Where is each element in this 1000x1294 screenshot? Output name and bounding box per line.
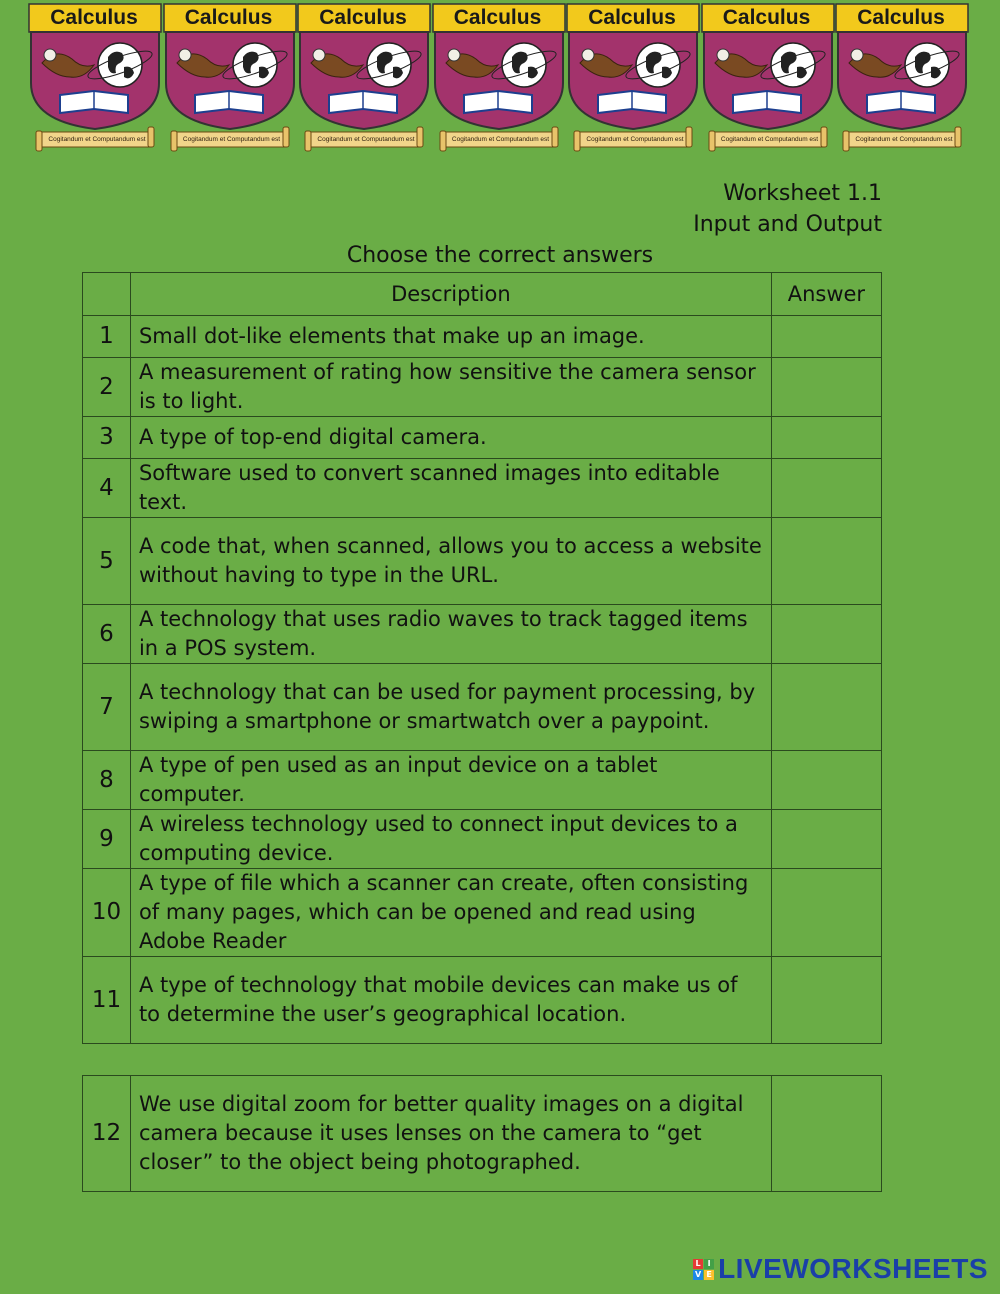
answer-cell[interactable] bbox=[771, 869, 881, 957]
question-description: A type of pen used as an input device on a tablet computer. bbox=[130, 751, 771, 810]
questions-table bbox=[82, 272, 882, 1044]
extra-question-table bbox=[82, 1075, 882, 1192]
liveworksheets-logo bbox=[693, 1254, 988, 1284]
question-number: 4 bbox=[83, 459, 131, 518]
table-row bbox=[83, 316, 882, 358]
question-description: A technology that uses radio waves to track tagged items in a POS system. bbox=[130, 605, 771, 664]
table-row bbox=[83, 751, 882, 810]
crest-emblem bbox=[432, 3, 566, 158]
question-number: 12 bbox=[83, 1076, 131, 1192]
question-description: A type of file which a scanner can create, often consisting of many pages, which can be opened and read using Adobe Reader bbox=[130, 869, 771, 957]
question-number: 8 bbox=[83, 751, 131, 810]
crest-title: Calculus bbox=[319, 6, 407, 29]
table-row bbox=[83, 810, 882, 869]
question-number: 6 bbox=[83, 605, 131, 664]
crest-emblem bbox=[163, 3, 297, 158]
brand-mark-letter: V bbox=[694, 1269, 702, 1279]
answer-cell[interactable] bbox=[771, 518, 881, 605]
table-row bbox=[83, 417, 882, 459]
question-number: 2 bbox=[83, 358, 131, 417]
question-number: 9 bbox=[83, 810, 131, 869]
question-description: A code that, when scanned, allows you to access a website without having to type in the URL. bbox=[130, 518, 771, 605]
answer-cell[interactable] bbox=[771, 316, 881, 358]
table-row bbox=[83, 459, 882, 518]
answer-cell[interactable] bbox=[771, 957, 881, 1044]
instruction-text: Choose the correct answers bbox=[346, 243, 654, 268]
answer-cell[interactable] bbox=[771, 810, 881, 869]
answer-cell[interactable] bbox=[771, 751, 881, 810]
column-header-description: Description bbox=[130, 273, 771, 316]
answer-cell[interactable] bbox=[771, 358, 881, 417]
worksheet-number: Worksheet 1.1 bbox=[723, 181, 882, 206]
crest-motto: Cogitandum et Computandum est bbox=[720, 136, 819, 143]
table-header-row bbox=[83, 273, 882, 316]
liveworksheets-mark-icon bbox=[693, 1259, 714, 1280]
question-description: Software used to convert scanned images into editable text. bbox=[130, 459, 771, 518]
crest-title: Calculus bbox=[184, 6, 273, 29]
brand-mark-letter: L bbox=[693, 1259, 703, 1269]
crest-motto: Cogitandum et Computandum est bbox=[855, 136, 953, 143]
column-header-number bbox=[83, 273, 131, 316]
crest-title: Calculus bbox=[588, 6, 676, 29]
answer-cell[interactable] bbox=[771, 605, 881, 664]
question-number: 3 bbox=[83, 417, 131, 459]
question-description: Small dot-like elements that make up an image. bbox=[130, 316, 771, 358]
question-number: 7 bbox=[83, 664, 131, 751]
question-description: A wireless technology used to connect input devices to a computing device. bbox=[130, 810, 771, 869]
crest-title: Calculus bbox=[857, 6, 945, 29]
question-description: A measurement of rating how sensitive the camera sensor is to light. bbox=[130, 358, 771, 417]
column-header-answer: Answer bbox=[771, 273, 881, 316]
brand-mark-letter: I bbox=[704, 1259, 714, 1269]
crest-emblem bbox=[835, 3, 969, 158]
brand-mark-letter: E bbox=[704, 1270, 714, 1280]
question-description: A type of top-end digital camera. bbox=[130, 417, 771, 459]
answer-cell[interactable] bbox=[771, 664, 881, 751]
crest-motto: Cogitandum et Computandum est bbox=[317, 136, 415, 143]
crest-row bbox=[28, 3, 972, 158]
question-number: 1 bbox=[83, 316, 131, 358]
crest-motto: Cogitandum et Computandum est bbox=[48, 136, 146, 143]
table-row bbox=[83, 358, 882, 417]
question-number: 5 bbox=[83, 518, 131, 605]
crest-title: Calculus bbox=[453, 6, 542, 29]
question-description: We use digital zoom for better quality images on a digital camera because it uses lenses on the camera to “get closer” to the object being photographed. bbox=[130, 1076, 771, 1192]
answer-cell[interactable] bbox=[771, 459, 881, 518]
crest-title: Calculus bbox=[50, 6, 138, 29]
question-description: A type of technology that mobile devices can make us of to determine the user’s geographical location. bbox=[130, 957, 771, 1044]
table-row bbox=[83, 1076, 882, 1192]
crest-title: Calculus bbox=[722, 6, 811, 29]
crest-motto: Cogitandum et Computandum est bbox=[451, 136, 550, 143]
crest-emblem bbox=[28, 3, 162, 158]
crest-motto: Cogitandum et Computandum est bbox=[182, 136, 281, 143]
table-row bbox=[83, 605, 882, 664]
crest-motto: Cogitandum et Computandum est bbox=[586, 136, 684, 143]
table-row bbox=[83, 518, 882, 605]
question-number: 10 bbox=[83, 869, 131, 957]
worksheet-topic: Input and Output bbox=[693, 212, 882, 237]
answer-cell[interactable] bbox=[771, 417, 881, 459]
table-row bbox=[83, 957, 882, 1044]
crest-emblem bbox=[701, 3, 835, 158]
brand-name: LIVEWORKSHEETS bbox=[718, 1253, 988, 1284]
answer-cell[interactable] bbox=[771, 1076, 881, 1192]
crest-emblem bbox=[297, 3, 431, 158]
question-number: 11 bbox=[83, 957, 131, 1044]
table-row bbox=[83, 664, 882, 751]
table-row bbox=[83, 869, 882, 957]
question-description: A technology that can be used for payment processing, by swiping a smartphone or smartwatch over a paypoint. bbox=[130, 664, 771, 751]
crest-emblem bbox=[566, 3, 700, 158]
